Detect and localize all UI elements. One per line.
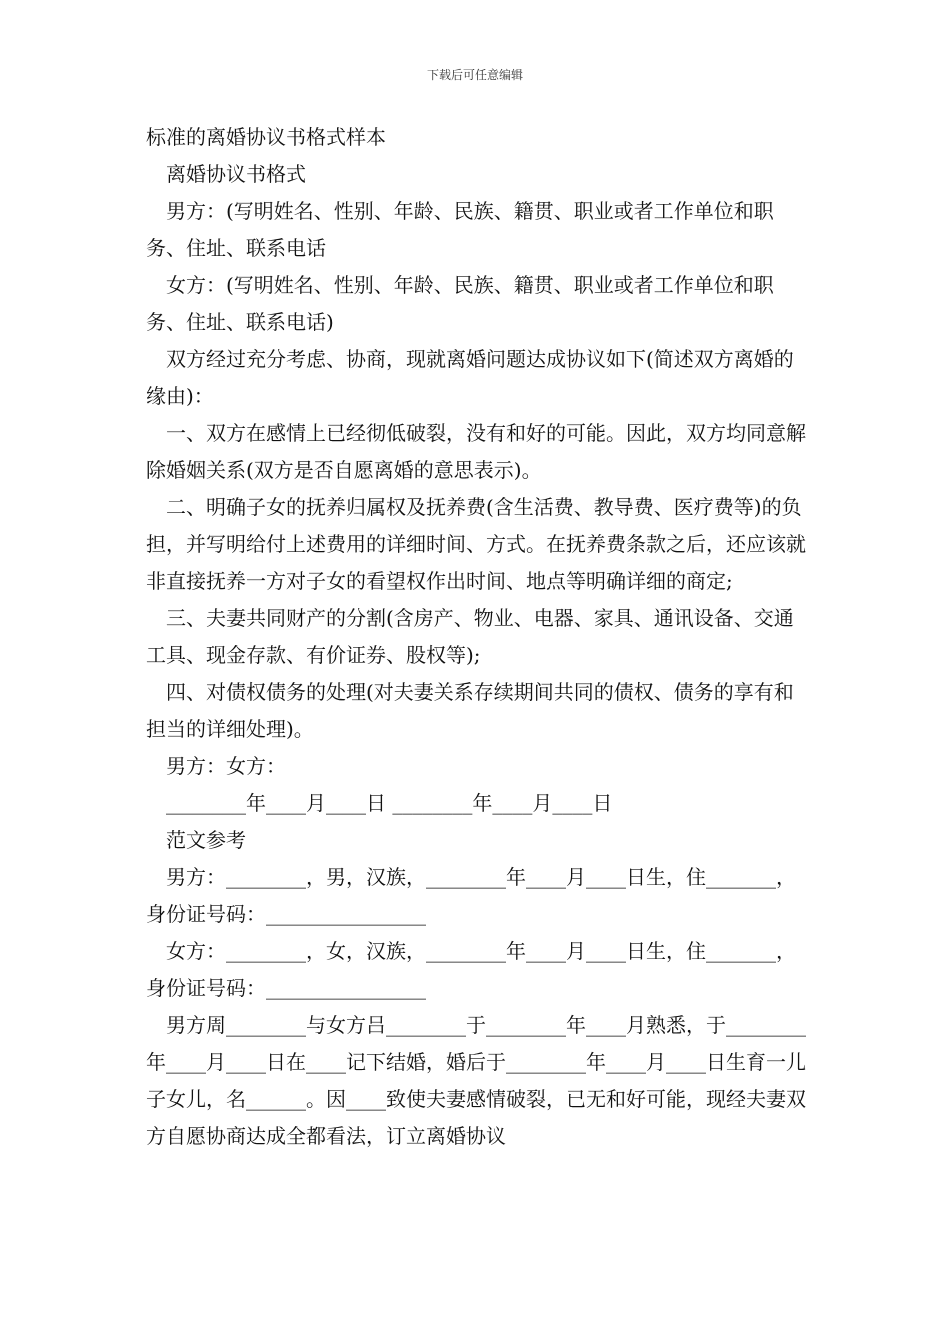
sample-male-party: 男方：________，男，汉族，________年____月____日生，住_______，身份证号码：________________ xyxy=(146,865,796,926)
sample-heading: 范文参考 xyxy=(166,828,246,852)
section-heading: 离婚协议书格式 xyxy=(166,162,306,186)
paragraph-intro: 双方经过充分考虑、协商，现就离婚问题达成协议如下(简述双方离婚的缘由)： xyxy=(146,347,794,408)
paragraph-male-party: 男方：(写明姓名、性别、年龄、民族、籍贯、职业或者工作单位和职务、住址、联系电话 xyxy=(146,199,774,260)
page-header: 下载后可任意编辑 xyxy=(426,68,523,82)
sample-female-party: 女方：________，女，汉族，________年____月____日生，住_______，身份证号码：________________ xyxy=(146,939,796,1000)
paragraph-clause-4: 四、对债权债务的处理(对夫妻关系存续期间共同的债权、债务的享有和担当的详细处理)。 xyxy=(146,680,794,741)
document-title: 标准的离婚协议书格式样本 xyxy=(146,125,386,149)
paragraph-female-party: 女方：(写明姓名、性别、年龄、民族、籍贯、职业或者工作单位和职务、住址、联系电话) xyxy=(146,273,774,334)
date-line: ________年____月____日 ________年____月____日 xyxy=(166,791,613,815)
signature-line: 男方：女方： xyxy=(166,754,286,778)
sample-narrative: 男方周________与女方吕________于________年____月熟悉，于________年____月____日在____记下结婚，婚后于________年____月____日生育一儿子女儿，名______。因____致使夫妻感情破裂，已无和好可能，现经夫妻双方自愿协商达成全都看法，订立离婚协议 xyxy=(146,1013,806,1148)
paragraph-clause-2: 二、明确子女的抚养归属权及抚养费(含生活费、教导费、医疗费等)的负担，并写明给付上述费用的详细时间、方式。在抚养费条款之后，还应该就非直接抚养一方对子女的看望权作出时间、地点等明确详细的商定; xyxy=(146,495,806,593)
paragraph-clause-3: 三、夫妻共同财产的分割(含房产、物业、电器、家具、通讯设备、交通工具、现金存款、有价证券、股权等); xyxy=(146,606,794,667)
paragraph-clause-1: 一、双方在感情上已经彻低破裂，没有和好的可能。因此，双方均同意解除婚姻关系(双方是否自愿离婚的意思表示)。 xyxy=(146,421,806,482)
document-body xyxy=(146,119,808,1155)
